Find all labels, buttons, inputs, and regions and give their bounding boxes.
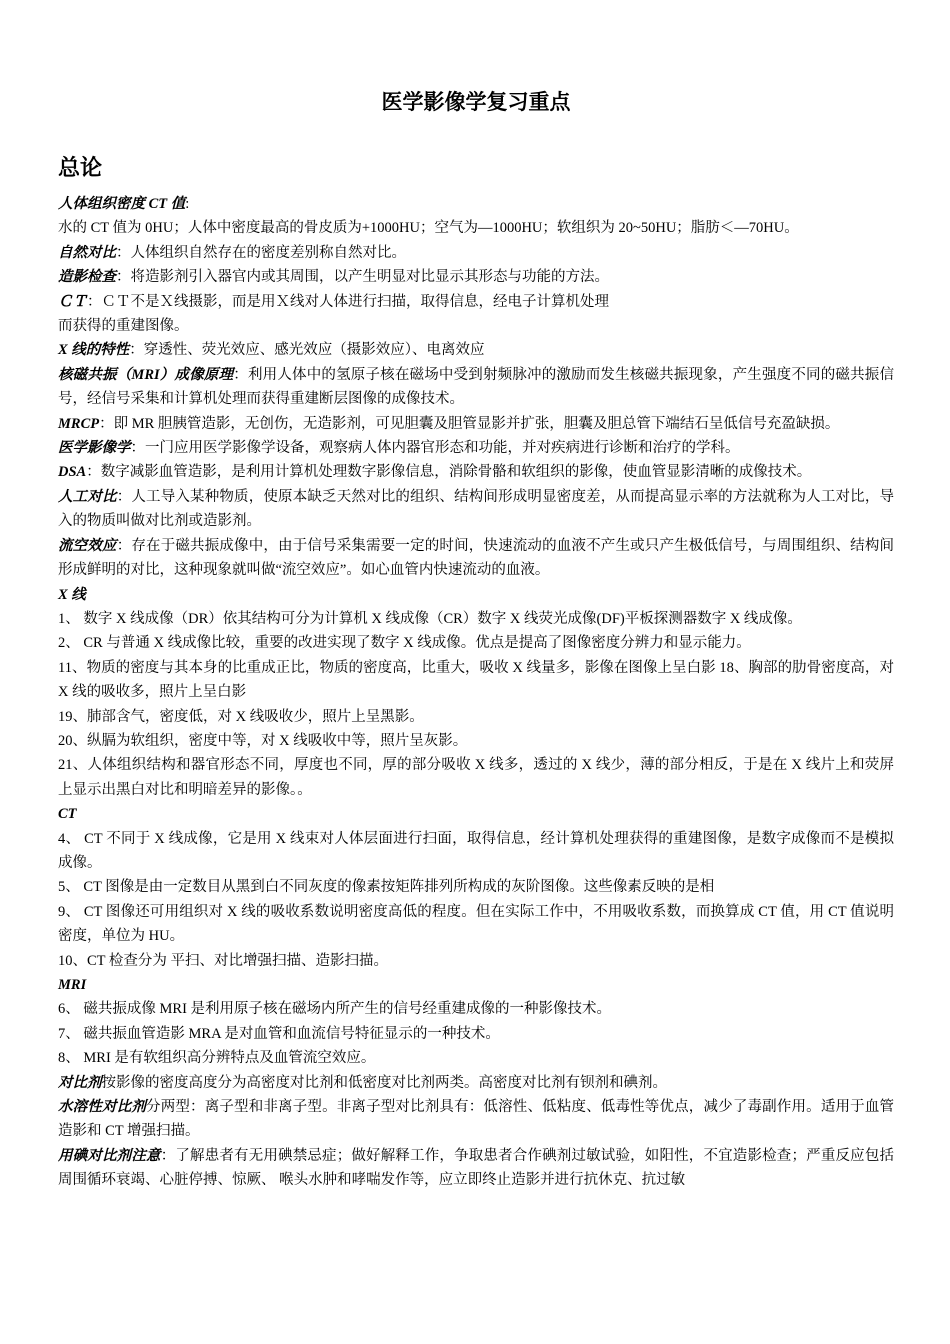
term-label: 造影检查 bbox=[58, 269, 116, 286]
term-label: X 线的特性 bbox=[58, 342, 130, 359]
list-item: 11、物质的密度与其本身的比重成正比，物质的密度高，比重大，吸收 X 线量多，影像在图像上呈白影 18、胸部的肋骨密度高，对 X 线的吸收多，照片上呈白影 bbox=[58, 659, 894, 701]
list-item: 19、肺部含气，密度低，对 X 线吸收少，照片上呈黑影。 bbox=[58, 708, 424, 725]
term-label: MRCP bbox=[58, 415, 100, 432]
term-label: 医学影像学 bbox=[58, 440, 131, 457]
paragraph bbox=[58, 338, 894, 362]
subheading-xray: X 线 bbox=[58, 586, 86, 603]
paragraph bbox=[58, 241, 894, 265]
paragraph bbox=[58, 1071, 894, 1095]
list-item: 5、 CT 图像是由一定数目从黑到白不同灰度的像素按矩阵排列所构成的灰阶图像。这些像素反映的是相 bbox=[58, 879, 715, 896]
paragraph-text: ：数字减影血管造影，是利用计算机处理数字影像信息，消除骨骼和软组织的影像，使血管显影清晰的成像技术。 bbox=[86, 464, 812, 481]
list-item: 8、 MRI 是有软组织高分辨特点及血管流空效应。 bbox=[58, 1050, 376, 1067]
paragraph bbox=[58, 1095, 894, 1144]
paragraph-text: 分两型：离子型和非离子型。非离子型对比剂具有：低溶性、低粘度、低毒性等优点，减少了毒副作用。适用于血管造影和 CT 增强扫描。 bbox=[58, 1099, 895, 1140]
term-label: DSA bbox=[58, 464, 87, 481]
paragraph-text: ：穿透性、荧光效应、感光效应（摄影效应）、电离效应 bbox=[129, 342, 485, 359]
subheading-mri: MRI bbox=[58, 977, 87, 993]
paragraph bbox=[58, 192, 894, 216]
paragraph bbox=[58, 534, 894, 583]
list-item: 2、 CR 与普通 X 线成像比较，重要的改进实现了数字 X 线成像。优点是提高了图像密度分辨力和显示能力。 bbox=[58, 635, 751, 652]
section-heading: 总论 bbox=[58, 156, 103, 181]
paragraph bbox=[58, 1144, 894, 1193]
list-item: 6、 磁共振成像 MRI 是利用原子核在磁场内所产生的信号经重建成像的一种影像技术。 bbox=[58, 1001, 612, 1018]
paragraph-text: ：人工导入某种物质，使原本缺乏天然对比的组织、结构间形成明显密度差，从而提高显示率的方法就称为人工对比，导入的物质叫做对比剂或造影剂。 bbox=[58, 488, 895, 530]
list-item: 21、人体组织结构和器官形态不同，厚度也不同，厚的部分吸收 X 线多，透过的 X 线少，薄的部分相反，于是在 X 线片上和荧屏上显示出黑白对比和明暗差异的影像。。 bbox=[58, 757, 894, 798]
list-item: 20、纵膈为软组织，密度中等，对 X 线吸收中等，照片呈灰影。 bbox=[58, 732, 468, 749]
paragraph bbox=[58, 436, 894, 460]
term-label: 对比剂 bbox=[58, 1074, 102, 1091]
paragraph-text: ：利用人体中的氢原子核在磁场中受到射频脉冲的激励而发生核磁共振现象，产生强度不同的磁共振信号，经信号采集和计算机处理而获得重建断层图像的成像技术。 bbox=[58, 366, 894, 408]
paragraph bbox=[58, 412, 894, 436]
term-label: ＣＴ bbox=[58, 293, 87, 310]
document-title: 医学影像学复习重点 bbox=[381, 90, 571, 114]
list-item: 7、 磁共振血管造影 MRA 是对血管和血流信号特征显示的一种技术。 bbox=[58, 1025, 500, 1042]
paragraph-text: : bbox=[185, 196, 190, 212]
paragraph-text: ：一门应用医学影像学设备，观察病人体内器官形态和功能，并对疾病进行诊断和治疗的学科。 bbox=[130, 440, 740, 457]
paragraph-text: ：了解患者有无用碘禁忌症；做好解释工作，争取患者合作碘剂过敏试验，如阳性，不宜造影检查；严重反应包括周围循环衰竭、心脏停搏、惊厥、 喉头水肿和哮喘发作等，应立即终止造影并进行抗休克、抗过敏 bbox=[58, 1147, 894, 1189]
paragraph bbox=[58, 290, 894, 314]
paragraph bbox=[58, 265, 894, 289]
term-label: 流空效应 bbox=[58, 537, 117, 554]
paragraph-text: ：ＣＴ不是Ｘ线摄影，而是用Ｘ线对人体进行扫描，取得信息，经电子计算机处理 bbox=[87, 293, 609, 310]
subheading-ct: CT bbox=[58, 806, 77, 823]
paragraph bbox=[58, 460, 894, 484]
paragraph bbox=[58, 363, 894, 412]
term-label: 用碘对比剂注意 bbox=[58, 1147, 161, 1164]
term-label: 水溶性对比剂 bbox=[58, 1099, 147, 1116]
paragraph: 水的 CT 值为 0HU；人体中密度最高的骨皮质为+1000HU；空气为—1000HU；软组织为 20~50HU；脂肪＜—70HU。 bbox=[58, 220, 799, 237]
paragraph-text: ：存在于磁共振成像中，由于信号采集需要一定的时间，快速流动的血液不产生或只产生极低信号，与周围组织、结构间形成鲜明的对比，这种现象就叫做“流空效应”。如心血管内快速流动的血液。 bbox=[58, 537, 895, 579]
term-label: 人体组织密度 CT 值 bbox=[58, 196, 186, 212]
paragraph-text: ：即 MR 胆胰管造影，无创伤，无造影剂，可见胆囊及胆管显影并扩张，胆囊及胆总管下端结石呈低信号充盈缺损。 bbox=[99, 415, 840, 432]
term-label: 人工对比 bbox=[58, 488, 117, 505]
list-item: 9、 CT 图像还可用组织对 X 线的吸收系数说明密度高低的程度。但在实际工作中，不用吸收系数，而换算成 CT 值，用 CT 值说明密度，单位为 HU。 bbox=[58, 903, 894, 945]
paragraph-text: ：将造影剂引入器官内或其周围，以产生明显对比显示其形态与功能的方法。 bbox=[116, 269, 609, 286]
term-label: 核磁共振（MRI）成像原理 bbox=[58, 366, 234, 383]
paragraph: 而获得的重建图像。 bbox=[58, 318, 189, 335]
list-item: 4、 CT 不同于 X 线成像，它是用 X 线束对人体层面进行扫面，取得信息，经计算机处理获得的重建图像，是数字成像而不是模拟成像。 bbox=[58, 830, 894, 871]
paragraph-text: ：人体组织自然存在的密度差别称自然对比。 bbox=[116, 244, 406, 261]
list-item: 10、CT 检查分为 平扫、对比增强扫描、造影扫描。 bbox=[58, 952, 389, 969]
paragraph-text: 按影像的密度高度分为高密度对比剂和低密度对比剂两类。高密度对比剂有钡剂和碘剂。 bbox=[101, 1074, 667, 1091]
list-item: 1、 数字 X 线成像（DR）依其结构可分为计算机 X 线成像（CR）数字 X 线荧光成像(DF)平板探测器数字 X 线成像。 bbox=[58, 610, 802, 627]
document-page bbox=[58, 86, 894, 1193]
term-label: 自然对比 bbox=[58, 244, 116, 261]
paragraph bbox=[58, 485, 894, 534]
